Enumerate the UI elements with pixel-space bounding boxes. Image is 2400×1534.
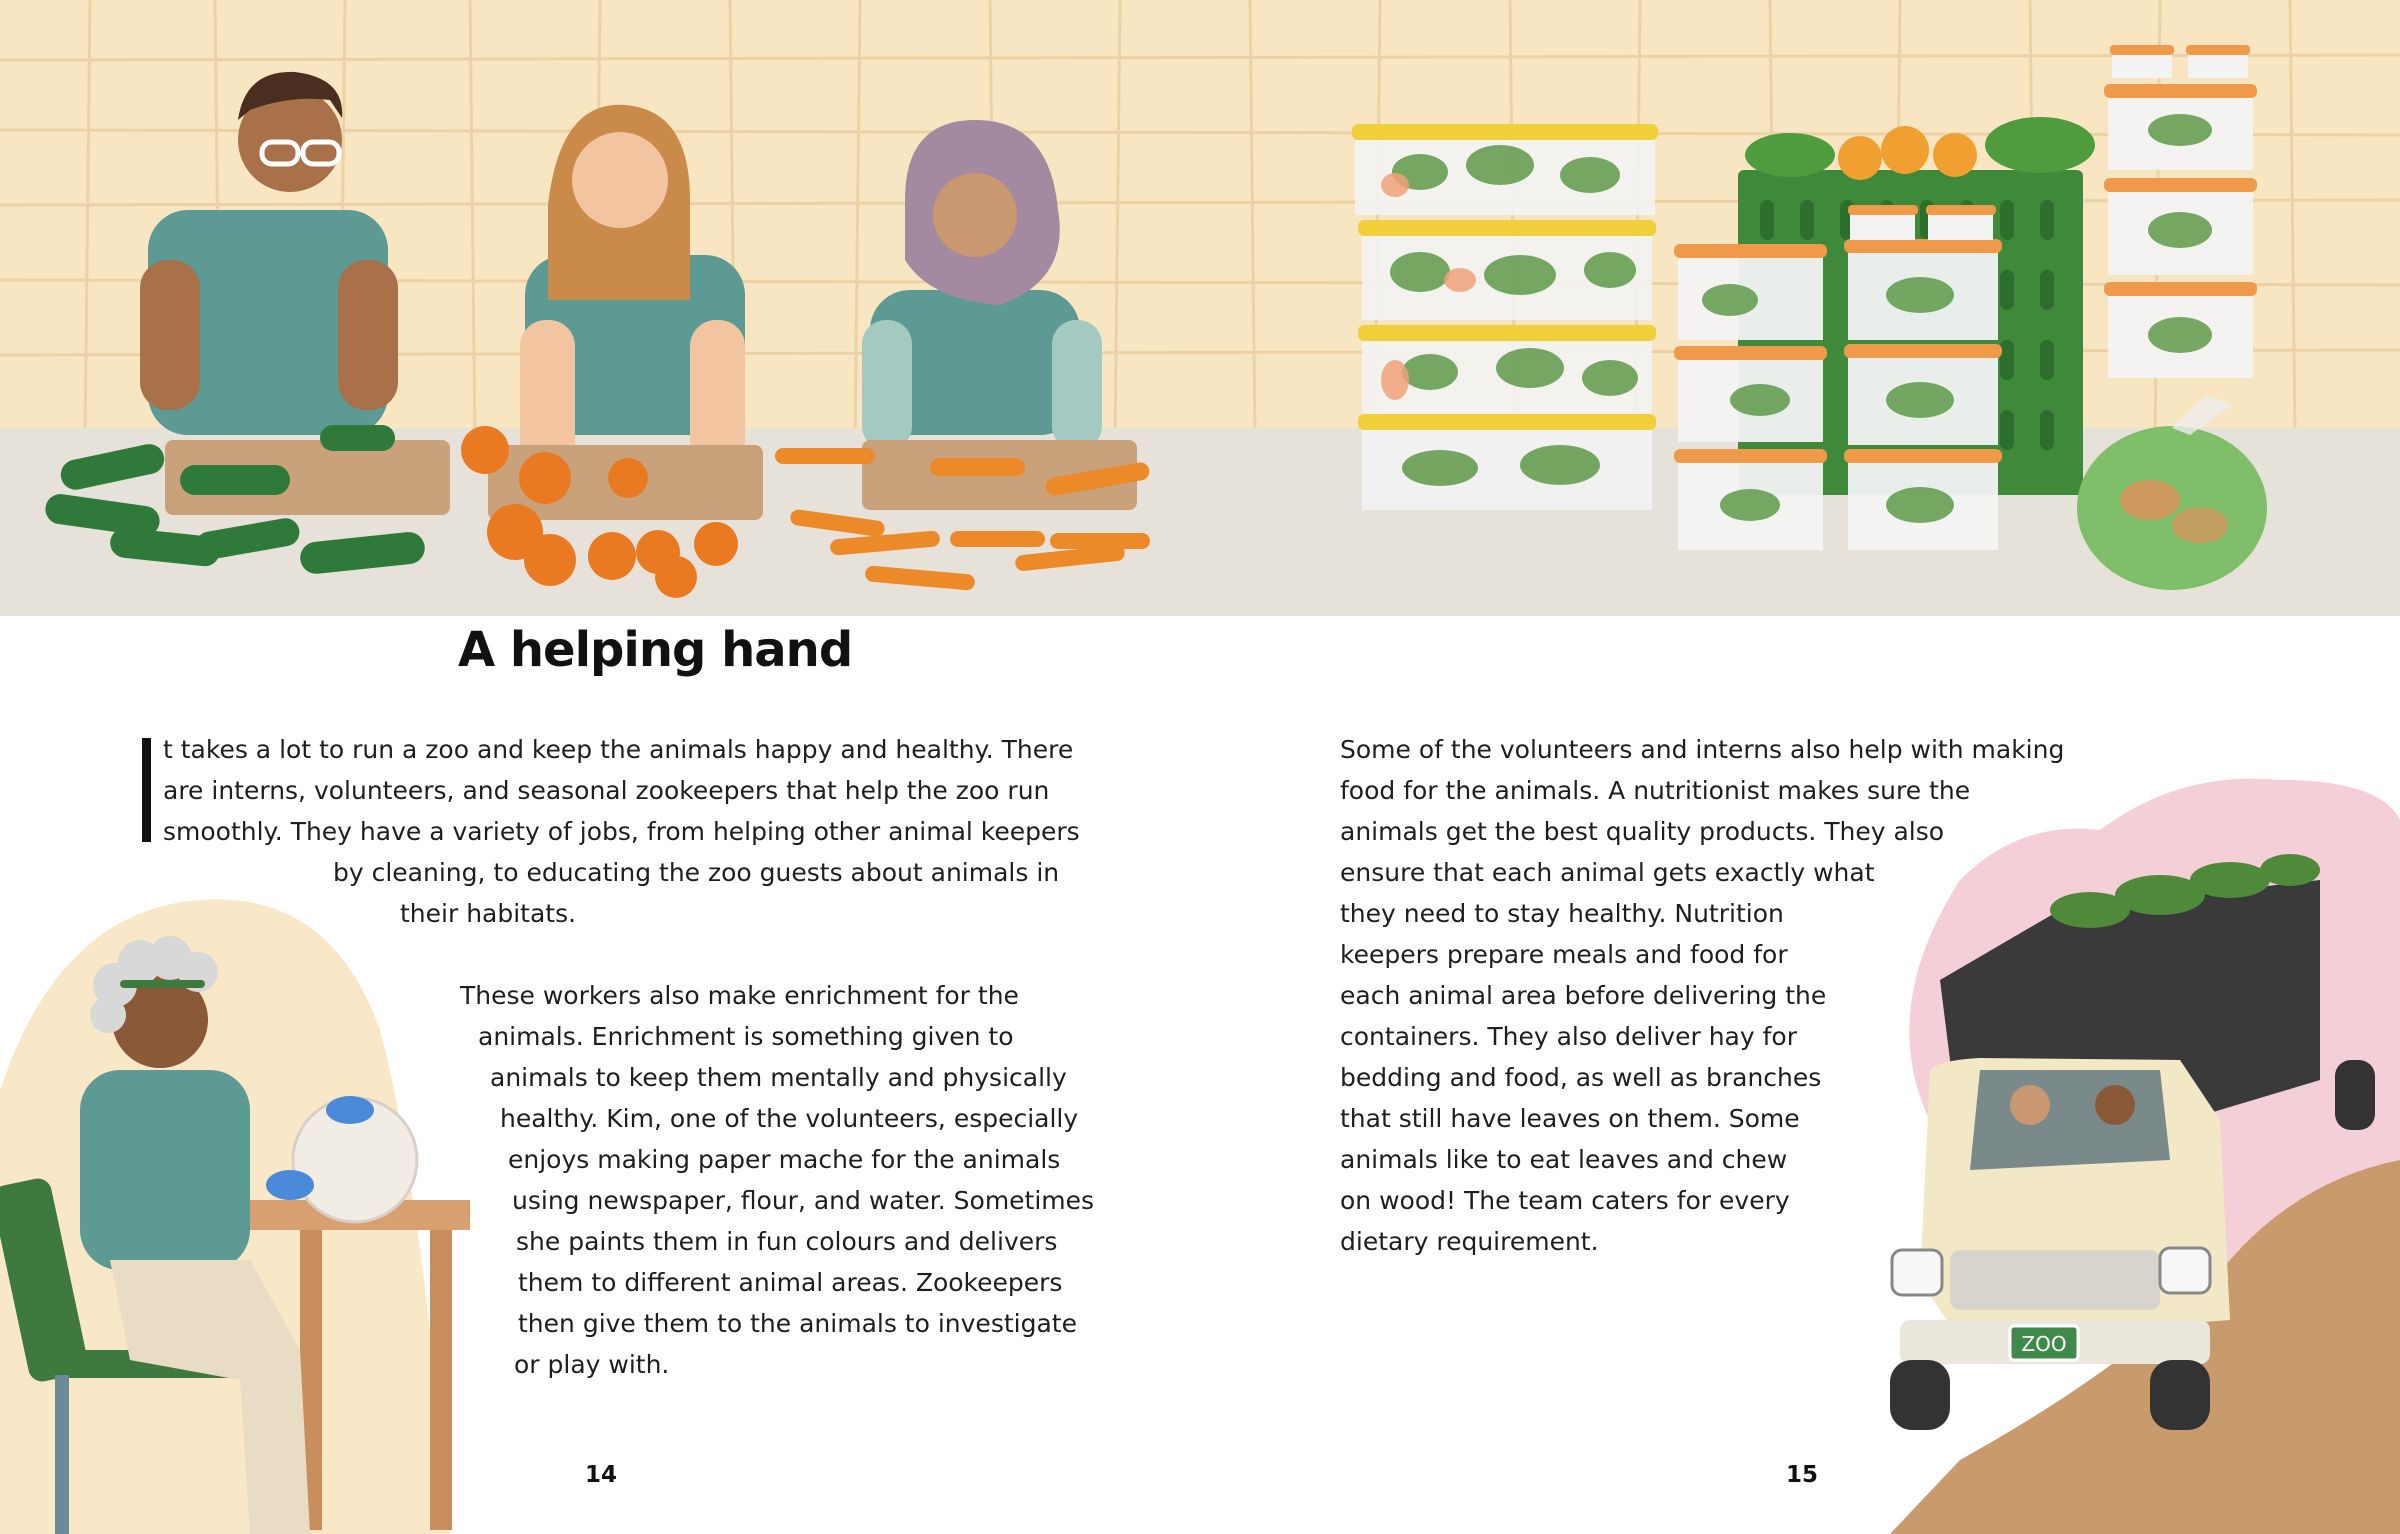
page-number-right: 15 [1786,1462,1819,1488]
page-number-left: 14 [585,1462,618,1488]
text-line: enjoys making paper mache for the animals [508,1145,1061,1174]
shirt [80,1070,250,1270]
volunteer-paper-mache-illustration [0,880,520,1534]
text-line: animals. Enrichment is something given to [478,1022,1014,1051]
containers-yellow-lids [1352,124,1658,510]
page-title: A helping hand [458,622,853,678]
zoo-truck-illustration [1760,760,2400,1534]
text-line: t takes a lot to run a zoo and keep the animals happy and healthy. There [163,735,1074,764]
text-line: she paints them in fun colours and delivers [516,1227,1058,1256]
drop-cap-i [142,738,151,842]
text-line: animals to keep them mentally and physically [490,1063,1067,1092]
kitchen-illustration [0,0,2400,616]
text-line: using newspaper, flour, and water. Sometimes [512,1186,1095,1215]
text-line: by cleaning, to educating the zoo guests about animals in [333,858,1060,887]
text-line: that still have leaves on them. Some [1340,1104,1800,1133]
text-line: keepers prepare meals and food for [1340,940,1788,969]
text-line: food for the animals. A nutritionist makes sure the [1340,776,1971,805]
text-line: bedding and food, as well as branches [1340,1063,1822,1092]
text-line: healthy. Kim, one of the volunteers, especially [500,1104,1079,1133]
text-line: each animal area before delivering the [1340,981,1827,1010]
text-line: them to different animal areas. Zookeepers [518,1268,1063,1297]
text-line: they need to stay healthy. Nutrition [1340,899,1784,928]
text-line: animals get the best quality products. They also [1340,817,1945,846]
text-line: ensure that each animal gets exactly what [1340,858,1875,887]
truck-headlight-left [1892,1250,1942,1295]
truck-wheel-right [2150,1360,2210,1430]
text-line: on wood! The team caters for every [1340,1186,1790,1215]
text-line: containers. They also deliver hay for [1340,1022,1797,1051]
truck-headlight-right [2160,1248,2210,1293]
truck-wheel-left [1890,1360,1950,1430]
text-line: These workers also make enrichment for the [460,981,1019,1010]
text-line: dietary requirement. [1340,1227,1599,1256]
text-line: Some of the volunteers and interns also help with making [1340,735,2065,764]
text-line: smoothly. They have a variety of jobs, from helping other animal keepers [163,817,1080,846]
text-line: or play with. [514,1350,670,1379]
text-line: their habitats. [400,899,577,928]
truck-windshield [1970,1070,2170,1170]
license-plate-text: ZOO [2021,1332,2067,1356]
text-line: are interns, volunteers, and seasonal zookeepers that help the zoo run [163,776,1050,805]
text-line: animals like to eat leaves and chew [1340,1145,1788,1174]
text-line: then give them to the animals to investigate [518,1309,1077,1338]
truck-grille [1950,1250,2160,1310]
